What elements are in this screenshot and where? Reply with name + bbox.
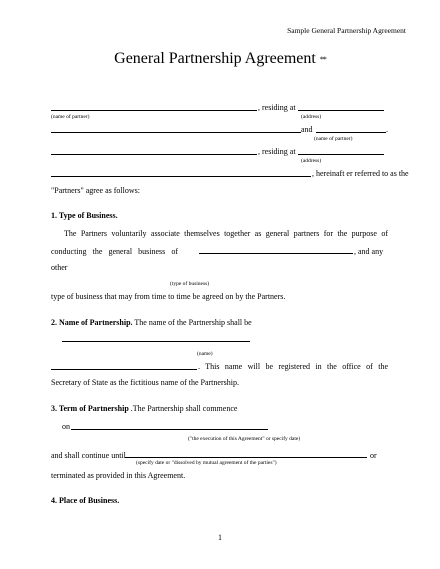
section-1-line-2-left: conducting the general business of — [51, 247, 178, 256]
section-3-text: .The Partnership shall commence — [130, 404, 238, 413]
section-1-line-4: type of business that may from time to time be agreed on by the Partners. — [51, 292, 286, 301]
name-of-partner-label-1: (name of partner) — [51, 114, 90, 120]
residing-at-2: , residing at — [258, 147, 296, 156]
terminated-text: terminated as provided in this Agreement. — [51, 471, 186, 480]
or-text: or — [370, 451, 377, 460]
partner-2-name-blank[interactable] — [316, 132, 386, 133]
section-2-registered: . This name will be registered in the office of the — [198, 362, 388, 371]
partnership-name-blank[interactable] — [62, 341, 250, 342]
section-1-other: other — [51, 263, 68, 272]
hereinafter-blank[interactable] — [51, 176, 311, 177]
name-of-partner-label-2: (name of partner) — [314, 136, 353, 142]
address-label-2: (address) — [301, 158, 322, 164]
dissolved-label: (specify date or "dissolved by mutual agreement of the parties") — [136, 460, 277, 466]
partner-1-address-blank[interactable] — [298, 110, 384, 111]
section-3-line — [51, 404, 237, 413]
section-1-line-1: The Partners voluntarily associate themselves together as general partners for the purpose of — [64, 229, 388, 238]
name-label: (name) — [197, 351, 213, 357]
residing-at-1: , residing at — [258, 103, 296, 112]
partner-2-blank-left[interactable] — [51, 132, 301, 133]
section-2-text: The name of the Partnership shall be — [134, 318, 252, 327]
hereinafter-text: , hereinaft er referred to as the — [312, 169, 409, 178]
commence-date-blank[interactable] — [71, 429, 268, 430]
section-3-heading: 3. Term of Partnership — [51, 404, 129, 413]
and-text: and — [301, 125, 313, 134]
continue-until-blank[interactable] — [125, 457, 367, 458]
partner-2-residing-blank[interactable] — [51, 154, 257, 155]
page-number: 1 — [218, 533, 222, 542]
on-text: on — [62, 422, 70, 431]
partnership-name-blank-2[interactable] — [51, 369, 197, 370]
section-2-heading: 2. Name of Partnership. — [51, 318, 133, 327]
period-text: . — [386, 125, 388, 134]
running-header: Sample General Partnership Agreement — [287, 26, 406, 35]
address-label-1: (address) — [301, 114, 322, 120]
execution-label: ("the execution of this Agreement" or specify date) — [188, 436, 301, 442]
section-2-secretary: Secretary of State as the fictitious name of the Partnership. — [51, 378, 239, 387]
type-of-business-label: (type of business) — [170, 281, 210, 287]
continue-text: and shall continue until — [51, 451, 126, 460]
section-2-line — [51, 318, 252, 327]
section-1-heading: 1. Type of Business. — [51, 211, 118, 220]
section-4-heading: 4. Place of Business. — [51, 496, 120, 505]
type-of-business-blank[interactable] — [199, 253, 353, 254]
title-text: General Partnership Agreement — [114, 50, 316, 67]
section-1-line-2-right: , and any — [354, 247, 384, 256]
document-title — [0, 50, 440, 68]
title-mark: ** — [319, 54, 326, 64]
partner-1-name-blank[interactable] — [51, 110, 257, 111]
partners-agree-text: "Partners" agree as follows: — [51, 186, 140, 195]
partner-2-address-blank[interactable] — [298, 154, 384, 155]
